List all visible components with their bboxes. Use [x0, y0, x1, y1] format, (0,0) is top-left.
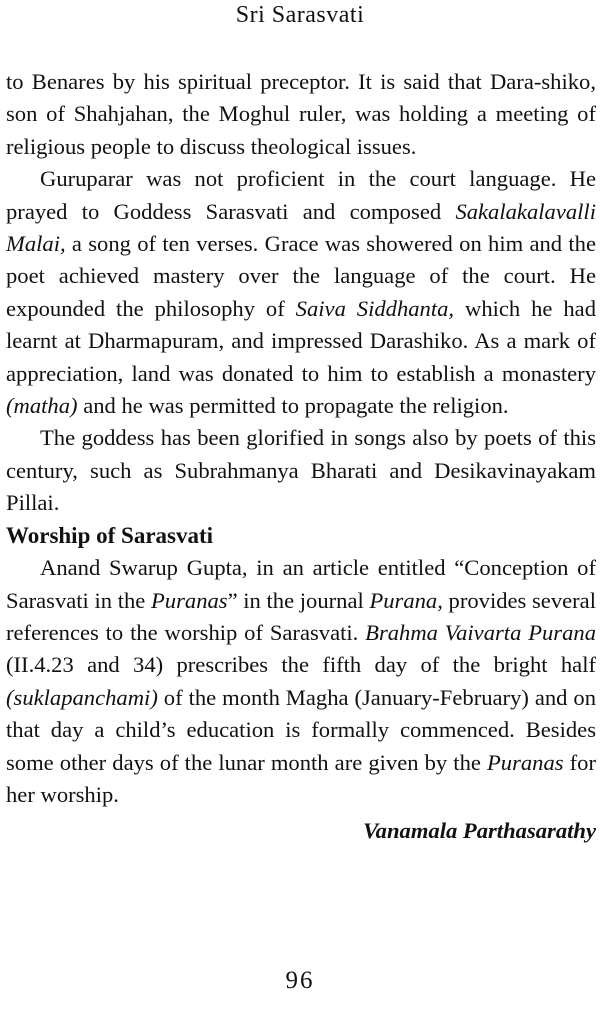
text-run: (II.4.23 and 34) prescribes the fifth day of the bright half — [6, 652, 596, 678]
text-run: of the month Magha (January-February) and on that day a child’s education is formally commenced. Besides some other days of the lunar month are given by the — [6, 684, 596, 775]
paragraph — [6, 66, 596, 163]
text-run: and he was permitted to propagate the religion. — [77, 393, 509, 419]
text-run: for her worship. — [6, 749, 596, 807]
italic-text: Purana, — [369, 587, 443, 613]
text-run: provides several references to the worship of Sarasvati. — [6, 587, 596, 645]
running-head: Sri Sarasvati — [235, 2, 365, 28]
text-run: Anand Swarup Gupta, in an article entitled “Conception of Sarasvati in the — [6, 555, 596, 613]
paragraph — [6, 163, 596, 422]
text-run: which he had learnt at Dharmapuram, and impressed Darashiko. As a mark of appreciation, land was donated to him to establish a monastery — [6, 295, 597, 386]
page-number: 96 — [285, 967, 315, 994]
text-run: The goddess has been glorified in songs also by poets of this century, such as Subrahmanya Bharati and Desikavinayakam Pillai. — [6, 425, 596, 516]
text-run: ” in the journal — [227, 587, 370, 613]
body-text — [6, 66, 596, 848]
paragraph — [6, 422, 596, 519]
italic-text: Puranas — [486, 749, 564, 775]
italic-text: Puranas — [151, 587, 228, 613]
author-signature: Vanamala Parthasarathy — [363, 818, 596, 844]
italic-text: (matha) — [6, 393, 78, 419]
text-run: a song of ten verses. Grace was showered on him and the poet achieved mastery over the language of the court. He expounded the philosophy of — [6, 231, 596, 321]
section-paragraph-group — [6, 552, 596, 811]
italic-text: Saiva Siddhanta, — [295, 295, 455, 321]
italic-text: (suklapanchami) — [6, 684, 158, 710]
text-run: to Benares by his spiritual preceptor. It is said that Dara-shiko, son of Shahjahan, the Moghul ruler, was holding a meeting of religious people to discuss theological issues. — [6, 69, 596, 159]
italic-text: Sakalakalavalli Malai, — [6, 198, 596, 257]
paragraph — [6, 552, 596, 811]
section-heading: Worship of Sarasvati — [6, 522, 214, 548]
italic-text: Brahma Vaivarta Purana — [365, 619, 596, 645]
paragraph-group — [6, 66, 596, 520]
text-run: Guruparar was not proficient in the court language. He prayed to Goddess Sarasvati and composed — [6, 166, 596, 224]
